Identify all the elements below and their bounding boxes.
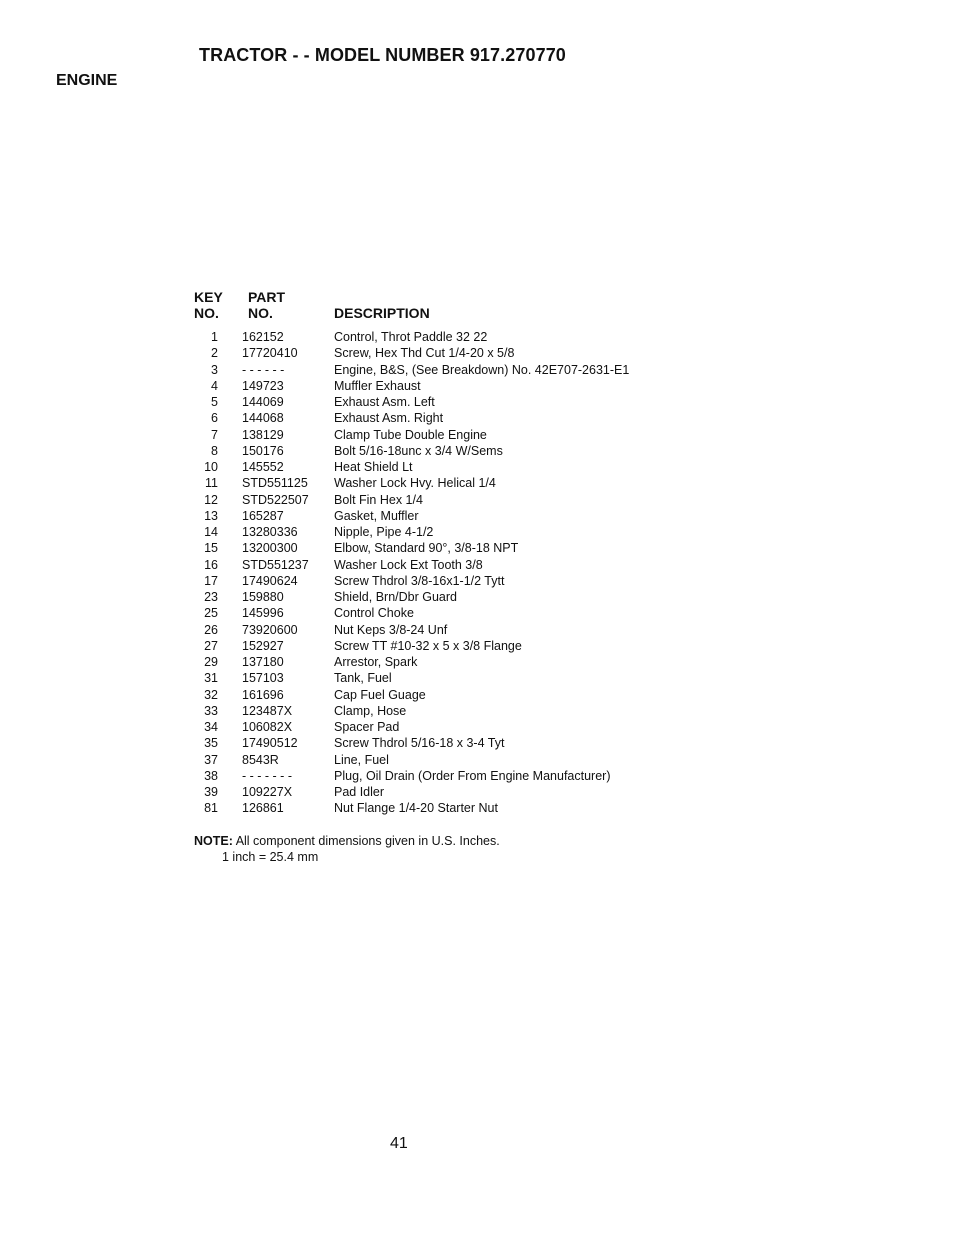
- key-number: 38: [204, 768, 218, 783]
- part-description: Nut Flange 1/4-20 Starter Nut: [334, 801, 498, 816]
- part-description: Screw Thdrol 3/8-16x1-1/2 Tytt: [334, 573, 505, 588]
- part-description: Gasket, Muffler: [334, 508, 419, 523]
- key-number: 15: [204, 541, 218, 556]
- part-description: Washer Lock Ext Tooth 3/8: [334, 557, 483, 572]
- key-number: 11: [205, 476, 218, 491]
- parts-row: [0, 638, 954, 654]
- part-description: Exhaust Asm. Left: [334, 395, 435, 409]
- parts-row: [0, 362, 954, 378]
- part-description: Control Choke: [334, 606, 414, 621]
- part-number: 157103: [242, 671, 284, 686]
- part-number: 126861: [242, 801, 284, 816]
- part-number: 145552: [242, 460, 284, 474]
- parts-row: [0, 557, 954, 573]
- key-number: 4: [211, 378, 218, 393]
- parts-row: [0, 540, 954, 556]
- parts-row: [0, 427, 954, 443]
- section-title: ENGINE: [56, 72, 118, 89]
- part-number: STD551125: [242, 476, 308, 491]
- part-number: 17720410: [242, 346, 298, 361]
- key-number: 37: [204, 752, 218, 767]
- column-header-key: KEY: [194, 289, 223, 305]
- part-description: Nipple, Pipe 4-1/2: [334, 525, 434, 539]
- parts-row: [0, 524, 954, 540]
- part-number: STD551237: [242, 557, 309, 572]
- key-number: 1: [211, 330, 218, 344]
- parts-row: [0, 589, 954, 605]
- part-description: Screw Thdrol 5/16-18 x 3-4 Tyt: [334, 736, 505, 751]
- part-number: 137180: [242, 655, 284, 669]
- part-description: Washer Lock Hvy. Helical 1/4: [334, 476, 496, 491]
- parts-row: [0, 329, 954, 345]
- part-number: 73920600: [242, 622, 298, 637]
- part-description: Nut Keps 3/8-24 Unf: [334, 622, 448, 637]
- part-description: Control, Throt Paddle 32 22: [334, 330, 488, 344]
- part-number: 159880: [242, 590, 284, 604]
- column-header-key-no: NO.: [194, 305, 219, 321]
- parts-row: [0, 605, 954, 621]
- part-number: 152927: [242, 638, 284, 653]
- key-number: 26: [204, 622, 218, 637]
- parts-row: [0, 719, 954, 735]
- column-header-description: DESCRIPTION: [334, 305, 430, 321]
- key-number: 32: [204, 687, 218, 702]
- key-number: 16: [204, 557, 218, 572]
- parts-row: [0, 443, 954, 459]
- parts-row: [0, 703, 954, 719]
- key-number: 33: [204, 703, 218, 718]
- part-description: Exhaust Asm. Right: [334, 411, 444, 426]
- parts-row: [0, 687, 954, 703]
- part-number: - - - - - - -: [242, 768, 292, 783]
- parts-row: [0, 768, 954, 784]
- parts-row: [0, 345, 954, 361]
- parts-row: [0, 573, 954, 589]
- part-number: 109227X: [242, 785, 293, 799]
- part-description: Engine, B&S, (See Breakdown) No. 42E707-2631-E1: [334, 362, 630, 377]
- part-number: 106082X: [242, 720, 293, 734]
- part-number: 8543R: [242, 752, 279, 767]
- note-label: NOTE:: [194, 834, 233, 848]
- part-description: Bolt 5/16-18unc x 3/4 W/Sems: [334, 443, 503, 458]
- key-number: 8: [211, 443, 218, 458]
- part-description: Muffler Exhaust: [334, 378, 421, 393]
- column-header-part-no: NO.: [248, 305, 273, 321]
- part-description: Clamp, Hose: [334, 703, 407, 718]
- column-header-part: PART: [248, 289, 286, 305]
- part-description: Tank, Fuel: [334, 671, 392, 686]
- parts-row: [0, 475, 954, 491]
- parts-list: [0, 329, 954, 817]
- part-description: Screw, Hex Thd Cut 1/4-20 x 5/8: [334, 346, 515, 361]
- note-text: All component dimensions given in U.S. Inches.: [235, 834, 500, 848]
- parts-row: [0, 735, 954, 751]
- part-description: Shield, Brn/Dbr Guard: [334, 590, 457, 604]
- key-number: 27: [204, 638, 218, 653]
- part-description: Pad Idler: [334, 785, 385, 799]
- parts-row: [0, 492, 954, 508]
- key-number: 10: [204, 460, 218, 474]
- part-description: Plug, Oil Drain (Order From Engine Manufacturer): [334, 768, 611, 783]
- dimensions-note: [194, 834, 500, 849]
- parts-row: [0, 670, 954, 686]
- key-number: 29: [204, 655, 218, 669]
- part-description: Clamp Tube Double Engine: [334, 427, 487, 442]
- key-number: 14: [204, 525, 218, 539]
- part-number: 149723: [242, 378, 284, 393]
- parts-row: [0, 622, 954, 638]
- key-number: 23: [204, 590, 218, 604]
- part-description: Line, Fuel: [334, 752, 389, 767]
- part-number: 138129: [242, 427, 284, 442]
- key-number: 5: [211, 395, 218, 409]
- key-number: 35: [204, 736, 218, 751]
- part-description: Bolt Fin Hex 1/4: [334, 492, 423, 507]
- parts-row: [0, 508, 954, 524]
- part-number: 17490512: [242, 736, 298, 751]
- part-description: Heat Shield Lt: [334, 460, 413, 474]
- parts-row: [0, 752, 954, 768]
- part-number: 165287: [242, 508, 284, 523]
- key-number: 2: [211, 346, 218, 361]
- parts-row: [0, 784, 954, 800]
- key-number: 12: [204, 492, 218, 507]
- parts-row: [0, 654, 954, 670]
- key-number: 25: [204, 606, 218, 621]
- part-number: 144069: [242, 395, 284, 409]
- part-number: 150176: [242, 443, 284, 458]
- document-title: TRACTOR - - MODEL NUMBER 917.270770: [199, 45, 566, 65]
- part-number: - - - - - -: [242, 362, 285, 377]
- parts-row: [0, 410, 954, 426]
- part-number: 161696: [242, 687, 284, 702]
- part-number: 144068: [242, 411, 284, 426]
- key-number: 81: [204, 801, 218, 816]
- part-description: Elbow, Standard 90°, 3/8-18 NPT: [334, 541, 519, 556]
- key-number: 39: [204, 785, 218, 799]
- part-number: 17490624: [242, 573, 298, 588]
- part-number: 13280336: [242, 525, 298, 539]
- part-number: STD522507: [242, 492, 309, 507]
- unit-conversion: 1 inch = 25.4 mm: [222, 850, 319, 864]
- key-number: 6: [211, 411, 218, 426]
- part-number: 123487X: [242, 703, 293, 718]
- part-description: Cap Fuel Guage: [334, 687, 426, 702]
- key-number: 13: [204, 508, 218, 523]
- part-number: 145996: [242, 606, 284, 621]
- key-number: 3: [211, 362, 218, 377]
- part-number: 13200300: [242, 541, 298, 556]
- parts-row: [0, 800, 954, 816]
- parts-row: [0, 378, 954, 394]
- key-number: 17: [204, 573, 218, 588]
- part-number: 162152: [242, 330, 284, 344]
- key-number: 31: [204, 671, 218, 686]
- part-description: Screw TT #10-32 x 5 x 3/8 Flange: [334, 638, 522, 653]
- key-number: 7: [211, 427, 218, 442]
- part-description: Spacer Pad: [334, 720, 400, 734]
- parts-row: [0, 459, 954, 475]
- key-number: 34: [204, 720, 218, 734]
- page-number: 41: [390, 1135, 408, 1152]
- parts-row: [0, 394, 954, 410]
- part-description: Arrestor, Spark: [334, 655, 418, 669]
